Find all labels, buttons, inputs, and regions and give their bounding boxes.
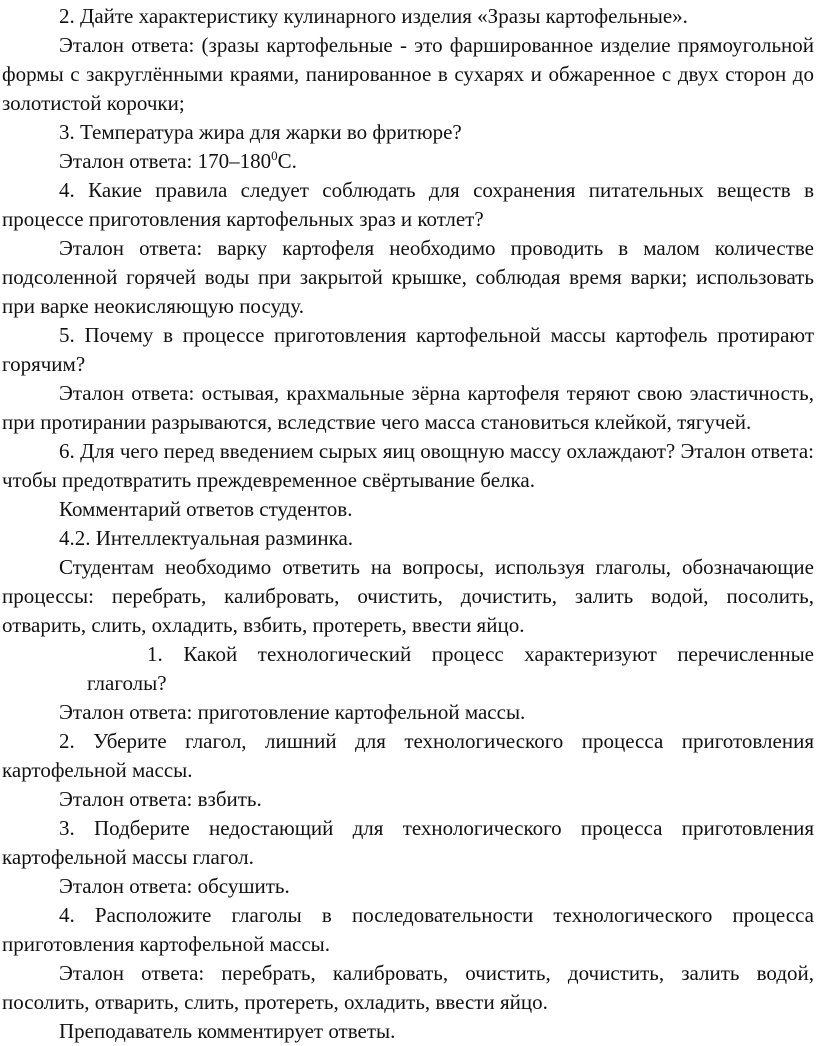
answer-4: Эталон ответа: варку картофеля необходимо проводить в малом количестве подсоленной горячей воды при закрытой крышке, соблюдая время варки; использовать при варке неокисляющую посуду.	[2, 236, 814, 318]
answer-3-prefix: Эталон ответа: 170–180	[59, 149, 272, 173]
answer-2: Эталон ответа: (зразы картофельные - это фаршированное изделие прямоугольной формы с закруглёнными краями, панированное в сухарях и обжаренное с двух сторон до золотистой корочки;	[2, 33, 814, 115]
question-3: 3. Температура жира для жарки во фритюре?	[59, 120, 462, 144]
question-6-with-answer: 6. Для чего перед введением сырых яиц овощную массу охлаждают? Эталон ответа: чтобы предотвратить преждевременное свёртывание белка.	[2, 439, 814, 492]
warmup-question-1-number: 1.	[147, 642, 163, 666]
warmup-question-1-text: Какой технологический процесс характеризуют перечисленные глаголы?	[87, 642, 814, 695]
question-5: 5. Почему в процессе приготовления картофельной массы картофель протирают горячим?	[2, 323, 814, 376]
warmup-question-3: 3. Подберите недостающий для технологического процесса приготовления картофельной массы глагол.	[2, 816, 814, 869]
answer-3-suffix: С.	[277, 149, 297, 173]
warmup-answer-1: Эталон ответа: приготовление картофельной массы.	[59, 700, 526, 724]
section-heading-4-2: 4.2. Интеллектуальная разминка.	[59, 526, 354, 550]
question-4: 4. Какие правила следует соблюдать для сохранения питательных веществ в процессе приготовления картофельных зраз и котлет?	[2, 178, 814, 231]
students-comment: Комментарий ответов студентов.	[59, 497, 353, 521]
warmup-question-1	[2, 640, 814, 698]
teacher-comment: Преподаватель комментирует ответы.	[59, 1019, 396, 1043]
warmup-instructions: Студентам необходимо ответить на вопросы, используя глаголы, обозначающие процессы: перебрать, калибровать, очистить, дочистить, залить водой, посолить, отварить, слить, охладить, взбить, протереть, ввести яйцо.	[2, 555, 814, 637]
degree-superscript: 0	[271, 148, 278, 163]
warmup-answer-4: Эталон ответа: перебрать, калибровать, очистить, дочистить, залить водой, посолить, отварить, слить, протереть, охладить, ввести яйцо.	[2, 961, 814, 1014]
warmup-answer-3: Эталон ответа: обсушить.	[59, 874, 290, 898]
warmup-question-2: 2. Уберите глагол, лишний для технологического процесса приготовления картофельной массы.	[2, 729, 814, 782]
answer-5: Эталон ответа: остывая, крахмальные зёрна картофеля теряют свою эластичность, при протирании разрываются, вследствие чего масса становиться клейкой, тягучей.	[2, 381, 814, 434]
question-2: 2. Дайте характеристику кулинарного изделия «Зразы картофельные».	[59, 4, 688, 28]
answer-3	[2, 147, 814, 176]
warmup-question-4: 4. Расположите глаголы в последовательности технологического процесса приготовления картофельной массы.	[2, 903, 814, 956]
warmup-answer-2: Эталон ответа: взбить.	[59, 787, 262, 811]
